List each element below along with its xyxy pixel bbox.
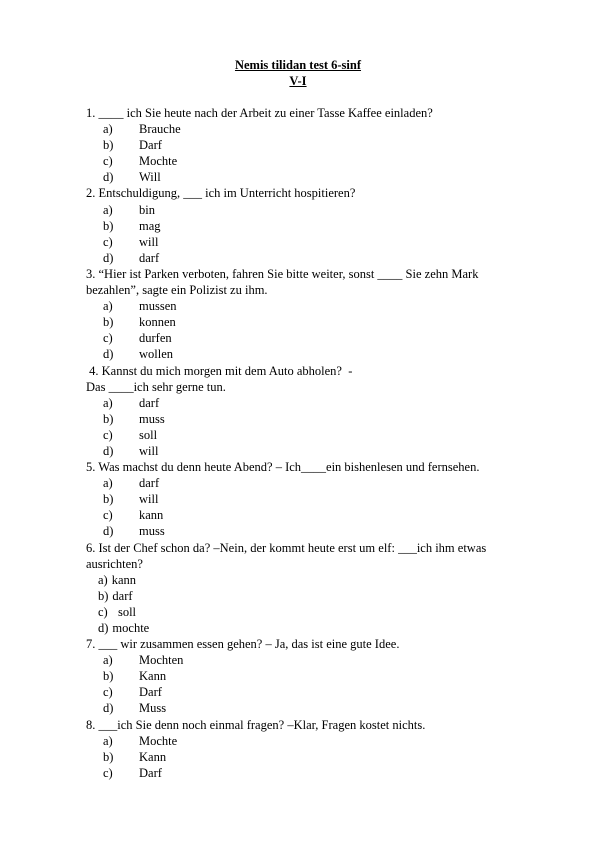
question-8 (86, 717, 556, 781)
document-variant: V-I (289, 74, 307, 88)
option-letter: c) (103, 508, 113, 523)
option-text: mag (139, 218, 161, 233)
option-letter: b) (98, 588, 109, 603)
question-text: bezahlen”, sagte ein Polizist zu ihm. (86, 283, 268, 298)
option-text: wollen (139, 347, 174, 362)
question-3 (86, 266, 556, 363)
answer-option (86, 346, 556, 362)
option-letter: b) (103, 411, 114, 426)
option-text: Kann (139, 669, 167, 684)
option-letter: b) (103, 492, 114, 507)
answer-option (86, 700, 556, 716)
option-text: Mochten (139, 653, 184, 668)
answer-option (86, 523, 556, 539)
option-text: will (139, 492, 159, 507)
option-letter: b) (103, 315, 114, 330)
question-text: 8. ___ich Sie denn noch einmal fragen? –Klar, Fragen kostet nichts. (86, 717, 426, 732)
question-7 (86, 636, 556, 716)
option-text: Darf (139, 685, 162, 700)
option-text: darf (139, 250, 160, 265)
option-letter: a) (98, 572, 108, 587)
option-text: muss (139, 524, 165, 539)
option-letter: a) (103, 395, 113, 410)
option-letter: a) (103, 299, 113, 314)
option-text: Will (139, 170, 161, 185)
answer-option (86, 234, 556, 250)
answer-option (86, 765, 556, 781)
option-text: Mochte (139, 733, 178, 748)
option-letter: b) (103, 669, 114, 684)
answer-option (86, 652, 556, 668)
question-text: Das ____ich sehr gerne tun. (86, 379, 226, 394)
option-letter: d) (103, 170, 114, 185)
question-text: 3. “Hier ist Parken verboten, fahren Sie bitte weiter, sonst ____ Sie zehn Mark (86, 266, 479, 281)
question-text: 7. ___ wir zusammen essen gehen? – Ja, das ist eine gute Idee. (86, 637, 400, 652)
answer-option (86, 604, 556, 620)
option-letter: a) (103, 653, 113, 668)
question-text: 6. Ist der Chef schon da? –Nein, der kommt heute erst um elf: ___ich ihm etwas (86, 540, 487, 555)
option-text: mussen (139, 299, 177, 314)
option-letter: b) (103, 749, 114, 764)
answer-option (86, 507, 556, 523)
option-letter: c) (103, 765, 113, 780)
answer-option (86, 153, 556, 169)
option-text: Kann (139, 749, 167, 764)
option-text: Mochte (139, 154, 178, 169)
answer-option (86, 411, 556, 427)
question-4 (86, 363, 556, 460)
option-text: konnen (139, 315, 176, 330)
option-text: Darf (139, 765, 162, 780)
answer-option (86, 475, 556, 491)
answer-option (86, 733, 556, 749)
option-letter: c) (103, 685, 113, 700)
answer-option (86, 620, 556, 636)
option-letter: d) (103, 524, 114, 539)
question-2 (86, 185, 556, 265)
answer-option (86, 137, 556, 153)
option-text: soll (139, 427, 158, 442)
answer-option (86, 121, 556, 137)
option-text: will (139, 234, 159, 249)
answer-option (86, 314, 556, 330)
answer-option (86, 395, 556, 411)
option-letter: a) (103, 733, 113, 748)
option-text: kann (139, 508, 164, 523)
option-text: will (139, 443, 159, 458)
question-text: 1. ____ ich Sie heute nach der Arbeit zu einer Tasse Kaffee einladen? (86, 106, 433, 120)
option-letter: b) (103, 138, 114, 153)
answer-option (86, 202, 556, 218)
answer-option (86, 330, 556, 346)
option-text: darf (139, 395, 160, 410)
option-text: darf (112, 588, 133, 603)
document-title: Nemis tilidan test 6-sinf (234, 58, 362, 72)
option-letter: c) (103, 154, 113, 169)
option-text: Muss (139, 701, 167, 716)
answer-option (86, 749, 556, 765)
option-text: mochte (112, 621, 150, 635)
option-letter: c) (98, 604, 108, 619)
option-text: bin (139, 202, 155, 217)
question-list (86, 105, 556, 781)
option-text: muss (139, 411, 165, 426)
option-letter: d) (103, 443, 114, 458)
answer-option (86, 169, 556, 185)
option-letter: c) (103, 427, 113, 442)
option-letter: b) (103, 218, 114, 233)
option-letter: d) (98, 621, 109, 635)
answer-option (86, 491, 556, 507)
answer-option (86, 588, 556, 604)
option-letter: c) (103, 234, 113, 249)
answer-option (86, 250, 556, 266)
answer-option (86, 427, 556, 443)
question-text: 4. Kannst du mich morgen mit dem Auto abholen? - (86, 363, 353, 378)
option-letter: d) (103, 701, 114, 716)
question-text: 2. Entschuldigung, ___ ich im Unterricht hospitieren? (86, 186, 356, 201)
option-text: darf (139, 476, 160, 491)
answer-option (86, 668, 556, 684)
option-letter: a) (103, 476, 113, 491)
answer-option (86, 218, 556, 234)
question-text: 5. Was machst du denn heute Abend? – Ich____ein bishenlesen und fernsehen. (86, 460, 480, 475)
answer-option (86, 443, 556, 459)
answer-option (86, 298, 556, 314)
option-letter: a) (103, 122, 113, 137)
option-letter: c) (103, 331, 113, 346)
question-text: ausrichten? (86, 556, 143, 571)
option-letter: d) (103, 347, 114, 362)
option-text: durfen (139, 331, 172, 346)
option-letter: a) (103, 202, 113, 217)
question-6 (86, 540, 556, 637)
option-text: Darf (139, 138, 162, 153)
answer-option (86, 684, 556, 700)
question-1 (86, 105, 556, 185)
option-text: Brauche (139, 122, 181, 137)
document-title-block (0, 57, 596, 89)
option-letter: d) (103, 250, 114, 265)
option-text: soll (111, 604, 137, 619)
question-5 (86, 459, 556, 539)
option-text: kann (111, 572, 137, 587)
answer-option (86, 572, 556, 588)
